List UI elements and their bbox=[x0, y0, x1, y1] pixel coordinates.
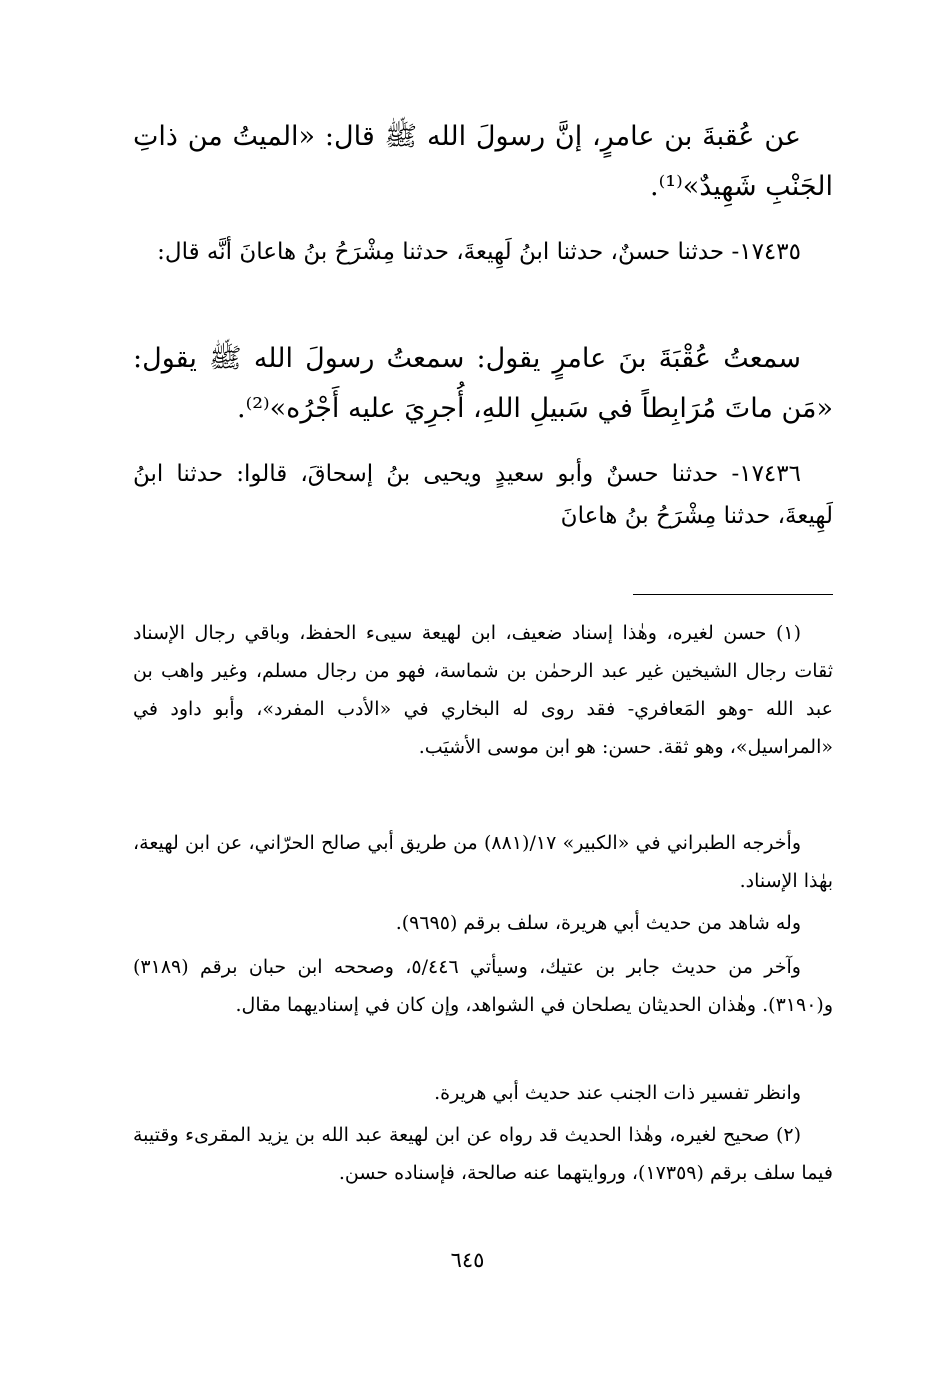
footnote-1-shahid: وله شاهد من حديث أبي هريرة، سلف برقم (٩٦٩٥). bbox=[395, 912, 801, 934]
footnote-2: (٢) صحيح لغيره، وهٰذا الحديث قد رواه عن ابن لهيعة عبد الله بن يزيد المقرىء وقتيبة فيما سلف برقم (١٧٣٥٩)، وروايتهما عنه صالحة، فإسناده حسن. bbox=[133, 1124, 833, 1184]
hadith-17436-isnad: ١٧٤٣٦- حدثنا حسنٌ وأبو سعيدٍ ويحيى بنُ إسحاقَ، قالوا: حدثنا ابنُ لَهِيعةَ، حدثنا مِشْرَحُ بنُ هاعانَ bbox=[133, 461, 833, 529]
footnote-separator bbox=[633, 594, 833, 595]
footnote-1-other: وآخر من حديث جابر بن عتيك، وسيأتي ٥/٤٤٦، وصححه ابن حبان برقم (٣١٨٩) و(٣١٩٠). وهٰذان الحديثان يصلحان في الشواهد، وإن كان في إسناديهما مقال. bbox=[133, 956, 833, 1016]
footnote-1-takhrij: وأخرجه الطبراني في «الكبير» ١٧/(٨٨١) من طريق أبي صالح الحرّاني، عن ابن لهيعة، بهٰذا الإسناد. bbox=[133, 832, 833, 892]
hadith-text-paragraph: عن عُقبةَ بن عامرٍ، إنَّ رسولَ الله ﷺ قال: «الميتُ من ذاتِ الجَنْبِ شَهِيدٌ»⁽¹⁾. bbox=[133, 121, 833, 202]
page-number: ٦٤٥ bbox=[450, 1248, 485, 1272]
hadith-text-paragraph-2: سمعتُ عُقْبَةَ بنَ عامرٍ يقول: سمعتُ رسولَ الله ﷺ يقول: «مَن ماتَ مُرَابِطاً في سَبيلِ اللهِ، أُجرِيَ عليه أَجْرُه»⁽²⁾. bbox=[133, 343, 833, 424]
hadith-17435-isnad: ١٧٤٣٥- حدثنا حسنٌ، حدثنا ابنُ لَهِيعةَ، حدثنا مِشْرَحُ بنُ هاعانَ أنَّه قال: bbox=[157, 239, 801, 265]
footnote-1-see-also: وانظر تفسير ذات الجنب عند حديث أبي هريرة. bbox=[434, 1082, 801, 1104]
footnote-1: (١) حسن لغيره، وهٰذا إسناد ضعيف، ابن لهيعة سيىء الحفظ، وباقي رجال الإسناد ثقات رجال الشيخين غير عبد الرحمٰن بن شماسة، فهو من رجال مسلم، وغير واهب بن عبد الله -وهو المَعافري- فقد روى له البخاري في «الأدب المفرد»، وأبو داود في «المراسيل»، وهو ثقة. حسن: هو ابن موسى الأشيَب. bbox=[133, 622, 833, 758]
